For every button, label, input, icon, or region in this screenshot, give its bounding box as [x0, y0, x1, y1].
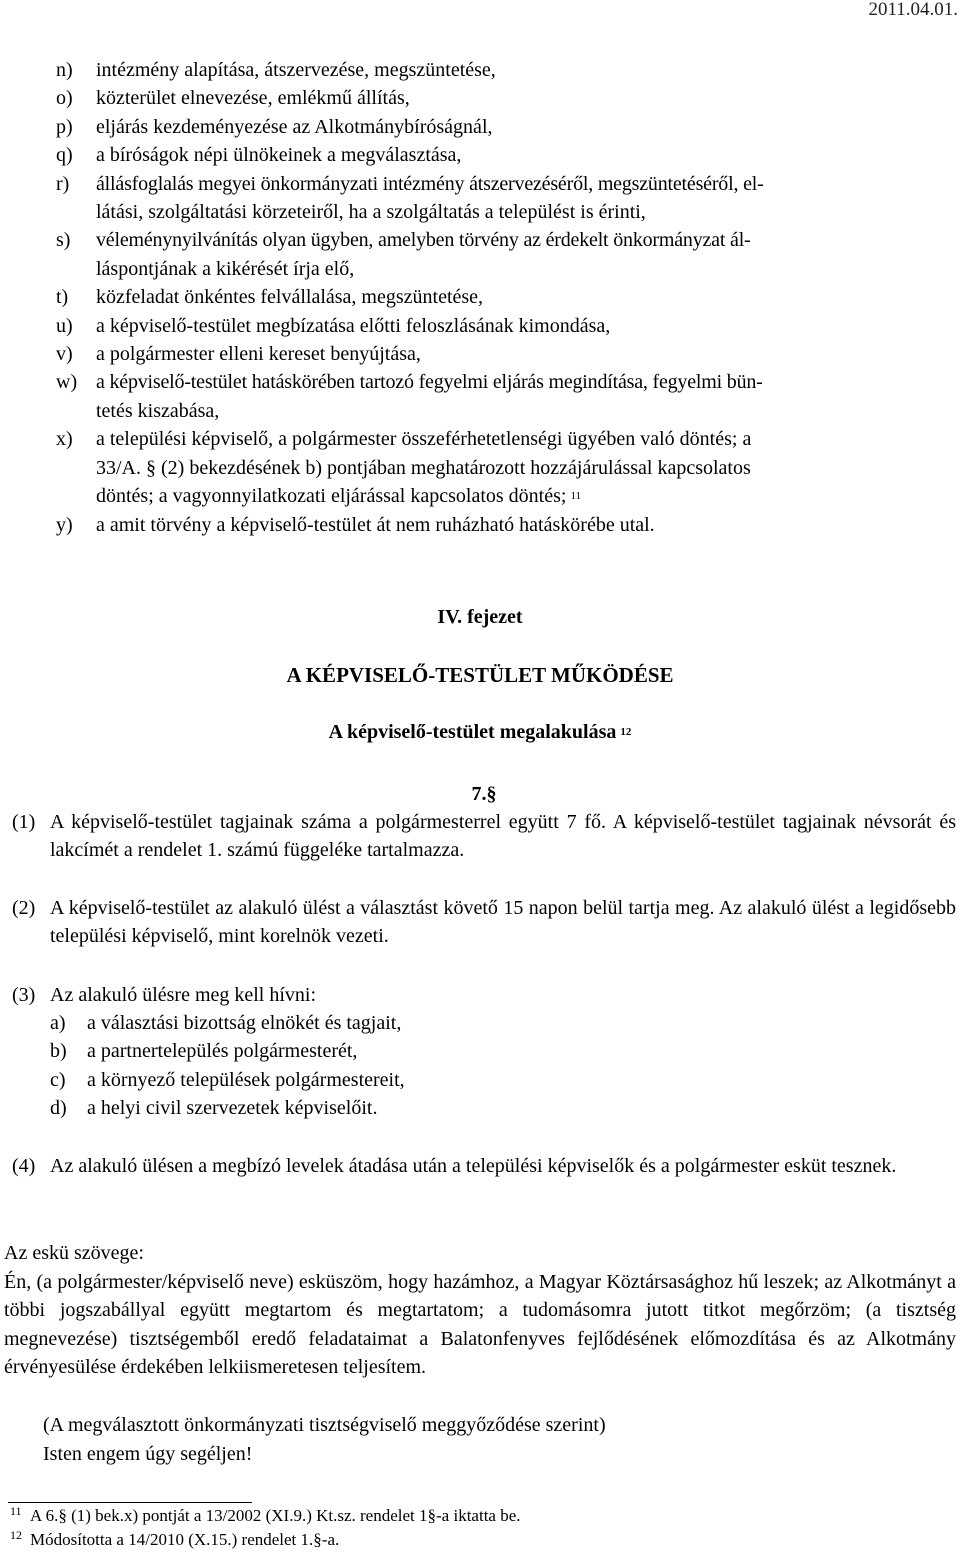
list-item	[50, 1066, 405, 1094]
invitee-list	[50, 1009, 405, 1123]
list-item-line: látási, szolgáltatási körzeteiről, ha a szolgáltatás a települést is érinti,	[96, 201, 646, 224]
paragraph-text: Az alakuló ülésre meg kell hívni:	[50, 984, 317, 1006]
list-item	[56, 141, 956, 169]
footnote-ref[interactable]: 11	[570, 490, 582, 503]
list-item	[56, 340, 956, 368]
list-item-line: véleménynyilvánítás olyan ügyben, amelyben törvény az érdekelt önkormányzat ál-	[96, 229, 751, 252]
list-item-marker: a)	[50, 1012, 66, 1034]
list-item-marker: w)	[56, 371, 78, 394]
footnote-separator	[8, 1502, 252, 1503]
chapter-title: A KÉPVISELŐ-TESTÜLET MŰKÖDÉSE	[286, 663, 674, 687]
list-item-text: a partnertelepülés polgármesterét,	[87, 1040, 358, 1063]
section-number: 7.§	[471, 783, 497, 805]
list-item	[56, 312, 956, 340]
list-item	[56, 368, 956, 425]
chapter-number: IV. fejezet	[437, 606, 523, 628]
list-item-text: közfeladat önkéntes felvállalása, megszüntetése,	[96, 286, 484, 309]
chapter-subtitle-text: A képviselő-testület megalakulása	[328, 721, 617, 743]
footnote	[10, 1530, 339, 1551]
footnote-number: 12	[10, 1528, 22, 1542]
paragraph	[12, 894, 956, 951]
list-item-marker: n)	[56, 59, 73, 81]
list-item-text: a helyi civil szervezetek képviselőit.	[87, 1097, 378, 1120]
paragraph	[12, 981, 956, 1009]
footnote-text: Módosította a 14/2010 (X.15.) rendelet 1.§-a.	[30, 1530, 340, 1549]
footnote	[10, 1506, 521, 1527]
footnote-number: 11	[10, 1504, 22, 1518]
list-item-text: közterület elnevezése, emlékmű állítás,	[96, 87, 410, 110]
list-item	[56, 113, 956, 141]
list-item	[56, 170, 956, 227]
oath-line: Isten engem úgy segéljen!	[43, 1443, 253, 1465]
list-item-line: láspontjának a kikérését írja elő,	[96, 257, 355, 280]
list-item-line: állásfoglalás megyei önkormányzati intézmény átszervezéséről, megszüntetéséről, el-	[96, 172, 764, 195]
list-item	[56, 425, 956, 510]
list-item-line: a képviselő-testület hatáskörében tartozó fegyelmi eljárás megindítása, fegyelmi bün-	[96, 371, 763, 394]
competence-list	[56, 56, 956, 539]
list-item-text: intézmény alapítása, átszervezése, megszüntetése,	[96, 59, 496, 81]
list-item-marker: u)	[56, 314, 73, 337]
list-item	[56, 84, 956, 112]
paragraph-text: A képviselő-testület az alakuló ülést a választást követő 15 napon belül tartja meg. Az alakuló ülést a legidősebb települési képviselő, mint korelnök vezeti.	[50, 897, 956, 948]
list-item-line: 33/A. § (2) bekezdésének b) pontjában meghatározott hozzájárulással kapcsolatos	[96, 456, 751, 479]
footnote-ref[interactable]: 12	[620, 726, 632, 738]
list-item-marker: r)	[56, 172, 70, 195]
list-item-text: a amit törvény a képviselő-testület át nem ruházható hatáskörébe utal.	[96, 513, 655, 536]
list-item-marker: v)	[56, 343, 73, 366]
paragraph-text: Az alakuló ülésen a megbízó levelek átadása után a települési képviselők és a polgármester esküt tesznek.	[50, 1155, 897, 1177]
list-item-marker: b)	[50, 1040, 67, 1063]
list-item-line: döntés; a vagyonnyilatkozati eljárással kapcsolatos döntés;	[96, 485, 567, 508]
list-item-marker: t)	[56, 286, 69, 309]
list-item-text: eljárás kezdeményezése az Alkotmánybíróságnál,	[96, 115, 493, 138]
paragraph	[12, 1152, 956, 1180]
list-item-marker: p)	[56, 115, 73, 138]
list-item-marker: q)	[56, 144, 73, 167]
list-item-marker: x)	[56, 428, 73, 451]
list-item-text: a bíróságok népi ülnökeinek a megválasztása,	[96, 144, 462, 167]
oath-label: Az eskü szövege:	[4, 1242, 144, 1264]
list-item-marker: o)	[56, 87, 73, 110]
chapter-subtitle	[0, 718, 960, 746]
list-item-marker: s)	[56, 229, 71, 252]
paragraph	[12, 808, 956, 865]
footnote-text: A 6.§ (1) bek.x) pontját a 13/2002 (XI.9.) Kt.sz. rendelet 1§-a iktatta be.	[30, 1506, 521, 1525]
list-item-text: a választási bizottság elnökét és tagjait,	[87, 1012, 402, 1034]
list-item	[56, 56, 956, 84]
paragraph-marker: (3)	[12, 984, 36, 1006]
list-item	[50, 1009, 405, 1037]
list-item	[56, 283, 956, 311]
list-item-text: a képviselő-testület megbízatása előtti feloszlásának kimondása,	[96, 314, 611, 337]
list-item-line: a települési képviselő, a polgármester összeférhetetlenségi ügyében való döntés; a	[96, 428, 752, 451]
list-item-text: a környező települések polgármestereit,	[87, 1068, 405, 1091]
list-item-marker: d)	[50, 1097, 67, 1120]
list-item	[56, 511, 956, 539]
list-item	[50, 1094, 405, 1122]
paragraph-marker: (1)	[12, 811, 36, 833]
paragraph-marker: (4)	[12, 1155, 36, 1177]
oath-text: Én, (a polgármester/képviselő neve) esküszöm, hogy hazámhoz, a Magyar Köztársasághoz hű leszek; az Alkotmányt a többi jogszabállyal együtt megtartom és megtartatom; a tudomásomra jutott titkot megőrzöm; (a tisztség megnevezése) tisztségemből eredő feladataimat a Balatonfenyves fejlődésének előmozdítása és az Alkotmány érvényesülése érdekében lelkiismeretesen teljesítem.	[4, 1271, 956, 1379]
document-date: 2011.04.01.	[868, 0, 958, 20]
oath-line: (A megválasztott önkormányzati tisztségviselő meggyőződése szerint)	[43, 1414, 606, 1436]
list-item-marker: c)	[50, 1068, 66, 1091]
list-item-line: tetés kiszabása,	[96, 399, 220, 422]
list-item-marker: y)	[56, 513, 73, 536]
list-item	[50, 1037, 405, 1065]
paragraph-text: A képviselő-testület tagjainak száma a polgármesterrel együtt 7 fő. A képviselő-testület tagjainak névsorát és lakcímét a rendelet 1. számú függeléke tartalmazza.	[50, 811, 956, 862]
list-item	[56, 226, 956, 283]
list-item-text: a polgármester elleni kereset benyújtása,	[96, 343, 421, 366]
paragraph-marker: (2)	[12, 897, 36, 919]
